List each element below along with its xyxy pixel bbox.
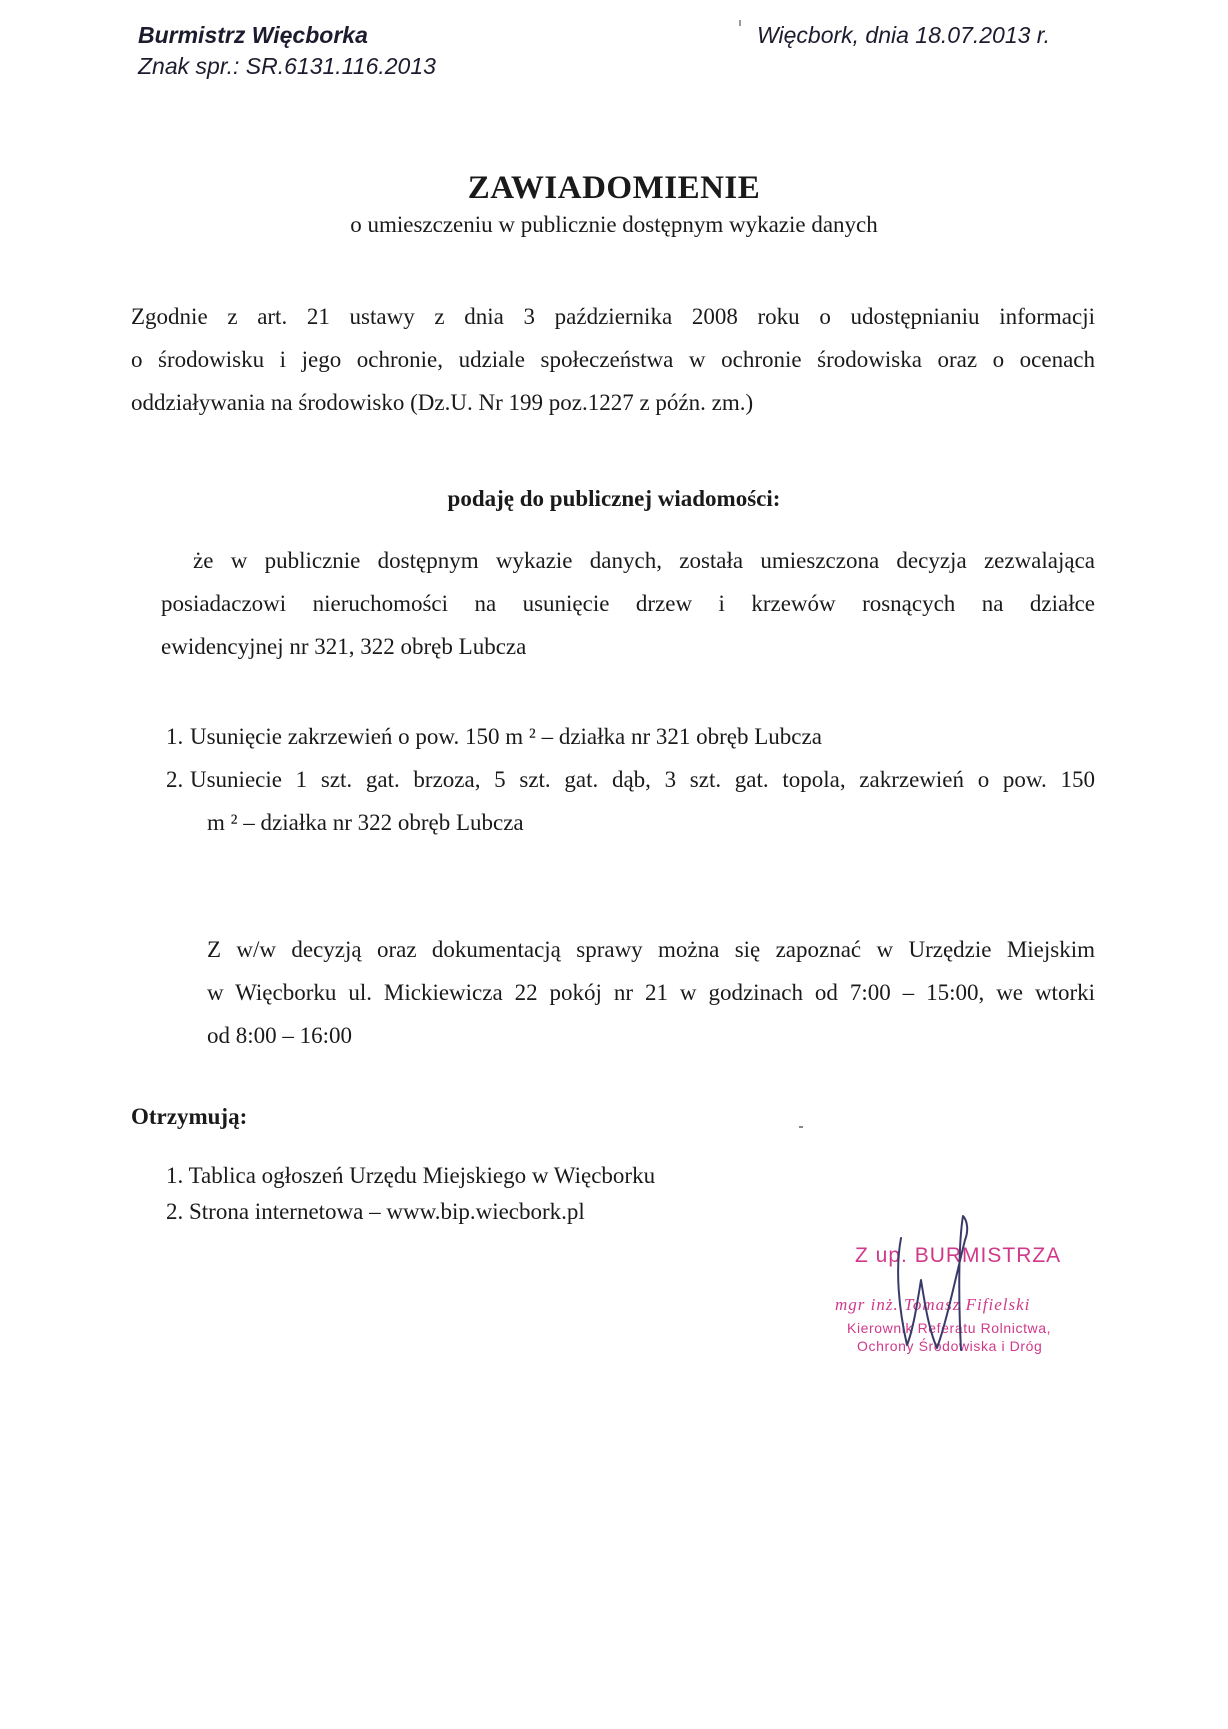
place-and-date: Więcbork, dnia 18.07.2013 r. bbox=[757, 22, 1051, 48]
scan-speck bbox=[799, 1126, 803, 1128]
recipients-heading: Otrzymują: bbox=[131, 1104, 248, 1129]
decision-line: posiadaczowi nieruchomości na usunięcie drzew i krzewów rosnących na działce bbox=[161, 591, 1095, 616]
list-item-text: Usunięcie zakrzewień o pow. 150 m ² – działka nr 321 obręb Lubcza bbox=[190, 724, 822, 749]
list-item-text: Usuniecie 1 szt. gat. brzoza, 5 szt. gat. dąb, 3 szt. gat. topola, zakrzewień o pow. 150 bbox=[190, 767, 1095, 792]
reference-number: Znak spr.: SR.6131.116.2013 bbox=[138, 53, 436, 79]
list-item-number: 1. bbox=[166, 724, 184, 749]
announcement-heading: podaję do publicznej wiadomości: bbox=[447, 486, 781, 511]
stamp-name: mgr inż. Tomasz Fifielski bbox=[835, 1295, 1031, 1314]
legal-basis-line: Zgodnie z art. 21 ustawy z dnia 3 października 2008 roku o udostępnianiu informacji bbox=[131, 304, 1095, 329]
info-line: w Więcborku ul. Mickiewicza 22 pokój nr 21 w godzinach od 7:00 – 15:00, we wtorki bbox=[207, 980, 1095, 1005]
recipients-list bbox=[166, 1158, 655, 1230]
document-title: ZAWIADOMIENIE bbox=[467, 170, 761, 206]
list-item bbox=[166, 715, 1095, 758]
issuer-name: Burmistrz Więcborka bbox=[138, 22, 368, 48]
legal-basis-line: o środowisku i jego ochronie, udziale społeczeństwa w ochronie środowiska oraz o ocenach bbox=[131, 347, 1095, 372]
decision-line: że w publicznie dostępnym wykazie danych, została umieszczona decyzja zezwalająca bbox=[193, 548, 1095, 573]
recipient-item: 2. Strona internetowa – www.bip.wiecbork.pl bbox=[166, 1199, 585, 1224]
decision-paragraph bbox=[161, 539, 1095, 668]
stamp-department: Ochrony Środowiska i Dróg bbox=[857, 1338, 1043, 1354]
recipient-item: 1. Tablica ogłoszeń Urzędu Miejskiego w Więcborku bbox=[166, 1163, 656, 1188]
stamp-position: Kierownik Referatu Rolnictwa, bbox=[847, 1320, 1052, 1336]
legal-basis-line: oddziaływania na środowisko (Dz.U. Nr 199 poz.1227 z późn. zm.) bbox=[131, 390, 754, 415]
list-item-number: 2. bbox=[166, 767, 184, 792]
list-item-text: m ² – działka nr 322 obręb Lubcza bbox=[207, 810, 524, 835]
decision-line: ewidencyjnej nr 321, 322 obręb Lubcza bbox=[161, 634, 527, 659]
legal-basis-paragraph bbox=[131, 295, 1095, 424]
info-paragraph bbox=[207, 928, 1095, 1057]
list-item bbox=[166, 758, 1095, 844]
document-subtitle: o umieszczeniu w publicznie dostępnym wykazie danych bbox=[350, 212, 878, 237]
official-stamp bbox=[835, 1210, 1105, 1370]
info-line: od 8:00 – 16:00 bbox=[207, 1023, 353, 1048]
stamp-authority: Z up. BURMISTRZA bbox=[855, 1244, 1062, 1267]
handwritten-signature bbox=[855, 1210, 1075, 1360]
scan-speck bbox=[739, 20, 741, 26]
info-line: Z w/w decyzją oraz dokumentacją sprawy można się zapoznać w Urzędzie Miejskim bbox=[207, 937, 1095, 962]
